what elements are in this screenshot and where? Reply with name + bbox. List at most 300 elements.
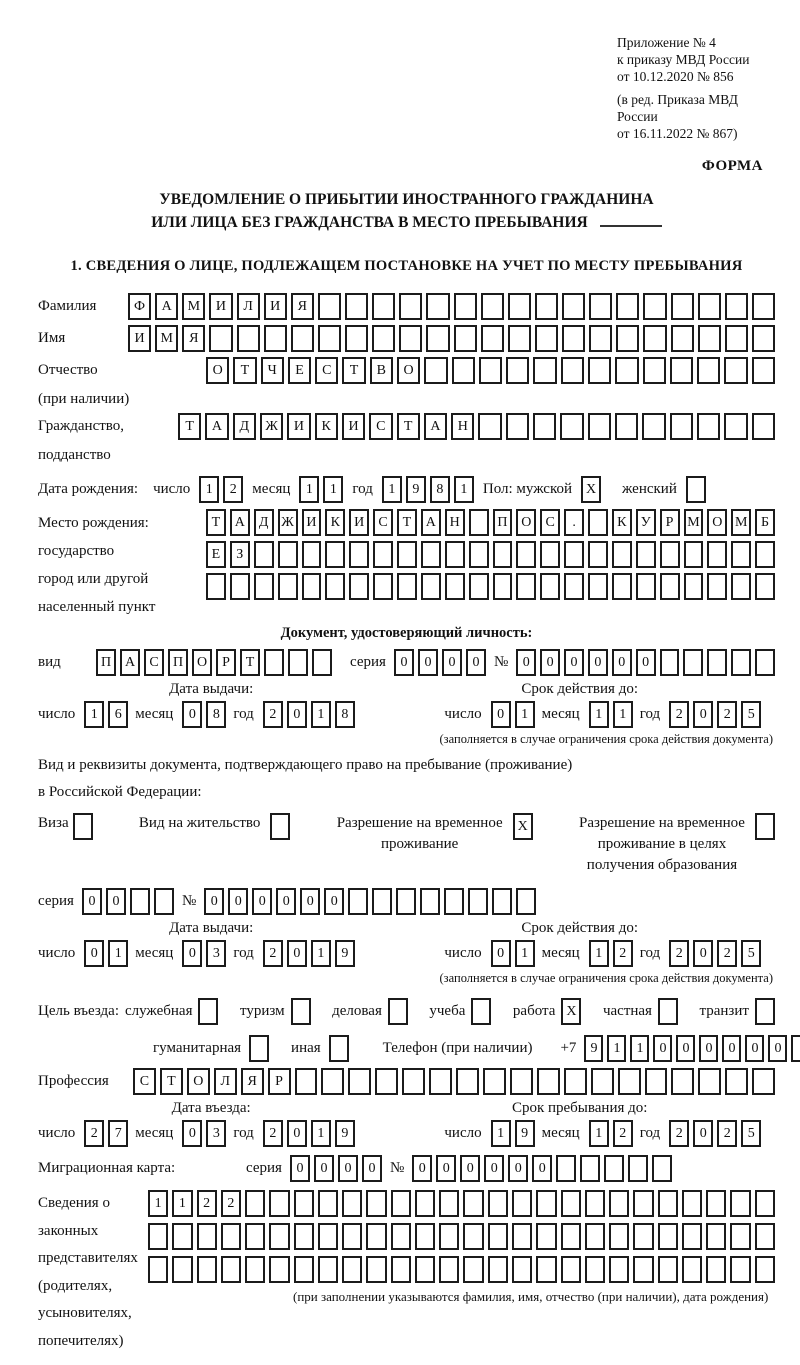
char-cell[interactable] xyxy=(264,649,284,676)
char-cell[interactable] xyxy=(318,293,341,320)
char-cell[interactable]: 1 xyxy=(589,1120,609,1147)
char-cell[interactable]: 5 xyxy=(741,940,761,967)
char-cell[interactable] xyxy=(612,541,632,568)
char-cell[interactable] xyxy=(426,325,449,352)
char-cell[interactable]: 8 xyxy=(335,701,355,728)
char-cell[interactable]: 2 xyxy=(223,476,243,503)
char-cell[interactable] xyxy=(237,325,260,352)
char-cell[interactable] xyxy=(294,1256,314,1283)
char-cell[interactable]: О xyxy=(397,357,420,384)
char-cell[interactable]: 0 xyxy=(300,888,320,915)
char-cell[interactable] xyxy=(396,888,416,915)
char-cell[interactable]: 0 xyxy=(324,888,344,915)
char-cell[interactable] xyxy=(540,541,560,568)
char-cell[interactable] xyxy=(755,573,775,600)
char-cell[interactable] xyxy=(325,541,345,568)
char-cell[interactable] xyxy=(415,1223,435,1250)
char-cell[interactable] xyxy=(254,541,274,568)
char-cell[interactable] xyxy=(372,293,395,320)
char-cell[interactable] xyxy=(148,1223,168,1250)
char-cell[interactable]: С xyxy=(133,1068,156,1095)
char-cell[interactable] xyxy=(366,1223,386,1250)
char-cell[interactable] xyxy=(731,573,751,600)
char-cell[interactable] xyxy=(391,1223,411,1250)
char-cell[interactable]: П xyxy=(96,649,116,676)
char-cell[interactable]: С xyxy=(144,649,164,676)
char-cell[interactable]: 1 xyxy=(108,940,128,967)
char-cell[interactable] xyxy=(454,325,477,352)
char-cell[interactable] xyxy=(444,888,464,915)
char-cell[interactable] xyxy=(302,573,322,600)
char-cell[interactable] xyxy=(397,541,417,568)
char-cell[interactable] xyxy=(291,325,314,352)
char-cell[interactable] xyxy=(493,573,513,600)
char-cell[interactable] xyxy=(388,998,408,1025)
char-cell[interactable] xyxy=(295,1068,318,1095)
char-cell[interactable] xyxy=(172,1223,192,1250)
char-cell[interactable] xyxy=(633,1256,653,1283)
char-cell[interactable] xyxy=(643,357,666,384)
char-cell[interactable]: 0 xyxy=(418,649,438,676)
char-cell[interactable] xyxy=(209,325,232,352)
char-cell[interactable]: 0 xyxy=(228,888,248,915)
char-cell[interactable] xyxy=(481,325,504,352)
char-cell[interactable]: 0 xyxy=(693,701,713,728)
char-cell[interactable]: Е xyxy=(288,357,311,384)
char-cell[interactable]: 0 xyxy=(722,1035,741,1062)
char-cell[interactable]: И xyxy=(209,293,232,320)
char-cell[interactable]: 0 xyxy=(106,888,126,915)
char-cell[interactable]: 0 xyxy=(460,1155,480,1182)
char-cell[interactable] xyxy=(536,1223,556,1250)
char-cell[interactable] xyxy=(752,413,775,440)
char-cell[interactable] xyxy=(589,325,612,352)
char-cell[interactable]: 8 xyxy=(206,701,226,728)
char-cell[interactable] xyxy=(516,573,536,600)
char-cell[interactable]: З xyxy=(230,541,250,568)
char-cell[interactable] xyxy=(643,293,666,320)
char-cell[interactable] xyxy=(469,573,489,600)
char-cell[interactable]: 2 xyxy=(669,1120,689,1147)
char-cell[interactable] xyxy=(373,541,393,568)
char-cell[interactable] xyxy=(325,573,345,600)
char-cell[interactable]: 0 xyxy=(491,701,511,728)
char-cell[interactable] xyxy=(706,1223,726,1250)
char-cell[interactable]: 0 xyxy=(564,649,584,676)
char-cell[interactable] xyxy=(604,1155,624,1182)
char-cell[interactable] xyxy=(671,325,694,352)
char-cell[interactable]: Д xyxy=(254,509,274,536)
char-cell[interactable]: 1 xyxy=(148,1190,168,1217)
char-cell[interactable] xyxy=(589,293,612,320)
char-cell[interactable]: И xyxy=(302,509,322,536)
char-cell[interactable]: 2 xyxy=(669,701,689,728)
char-cell[interactable] xyxy=(318,1190,338,1217)
char-cell[interactable] xyxy=(512,1223,532,1250)
char-cell[interactable] xyxy=(752,1068,775,1095)
char-cell[interactable]: Т xyxy=(397,413,420,440)
char-cell[interactable] xyxy=(730,1256,750,1283)
char-cell[interactable] xyxy=(706,1256,726,1283)
char-cell[interactable] xyxy=(366,1256,386,1283)
char-cell[interactable]: 0 xyxy=(287,940,307,967)
char-cell[interactable] xyxy=(585,1223,605,1250)
char-cell[interactable]: 1 xyxy=(589,701,609,728)
char-cell[interactable] xyxy=(643,325,666,352)
char-cell[interactable] xyxy=(564,573,584,600)
char-cell[interactable]: X xyxy=(513,813,533,840)
char-cell[interactable] xyxy=(618,1068,641,1095)
char-cell[interactable] xyxy=(426,293,449,320)
char-cell[interactable] xyxy=(658,998,678,1025)
char-cell[interactable] xyxy=(697,357,720,384)
char-cell[interactable] xyxy=(588,357,611,384)
char-cell[interactable] xyxy=(399,293,422,320)
char-cell[interactable]: 0 xyxy=(394,649,414,676)
char-cell[interactable] xyxy=(269,1223,289,1250)
char-cell[interactable] xyxy=(424,357,447,384)
char-cell[interactable] xyxy=(612,573,632,600)
char-cell[interactable] xyxy=(471,998,491,1025)
char-cell[interactable]: Р xyxy=(268,1068,291,1095)
char-cell[interactable] xyxy=(245,1190,265,1217)
char-cell[interactable] xyxy=(562,325,585,352)
char-cell[interactable]: Я xyxy=(241,1068,264,1095)
char-cell[interactable]: 2 xyxy=(717,940,737,967)
char-cell[interactable] xyxy=(682,1190,702,1217)
char-cell[interactable] xyxy=(278,541,298,568)
char-cell[interactable] xyxy=(245,1256,265,1283)
char-cell[interactable] xyxy=(73,813,93,840)
char-cell[interactable]: А xyxy=(421,509,441,536)
char-cell[interactable] xyxy=(445,573,465,600)
char-cell[interactable]: С xyxy=(369,413,392,440)
char-cell[interactable] xyxy=(533,357,556,384)
char-cell[interactable] xyxy=(707,649,727,676)
char-cell[interactable]: 0 xyxy=(540,649,560,676)
char-cell[interactable]: 1 xyxy=(515,701,535,728)
char-cell[interactable] xyxy=(755,813,775,840)
char-cell[interactable] xyxy=(725,1068,748,1095)
char-cell[interactable] xyxy=(724,413,747,440)
char-cell[interactable] xyxy=(508,293,531,320)
char-cell[interactable] xyxy=(288,649,308,676)
char-cell[interactable]: С xyxy=(315,357,338,384)
char-cell[interactable] xyxy=(686,476,706,503)
char-cell[interactable]: 5 xyxy=(741,1120,761,1147)
char-cell[interactable] xyxy=(294,1190,314,1217)
char-cell[interactable] xyxy=(562,293,585,320)
char-cell[interactable] xyxy=(731,649,751,676)
char-cell[interactable] xyxy=(561,1190,581,1217)
char-cell[interactable] xyxy=(488,1256,508,1283)
char-cell[interactable] xyxy=(561,357,584,384)
char-cell[interactable] xyxy=(752,293,775,320)
char-cell[interactable]: 0 xyxy=(508,1155,528,1182)
char-cell[interactable]: 0 xyxy=(653,1035,672,1062)
char-cell[interactable] xyxy=(537,1068,560,1095)
char-cell[interactable]: К xyxy=(325,509,345,536)
char-cell[interactable]: А xyxy=(120,649,140,676)
char-cell[interactable]: Е xyxy=(206,541,226,568)
char-cell[interactable] xyxy=(506,357,529,384)
char-cell[interactable] xyxy=(415,1256,435,1283)
char-cell[interactable]: А xyxy=(205,413,228,440)
char-cell[interactable]: М xyxy=(155,325,178,352)
char-cell[interactable] xyxy=(445,541,465,568)
char-cell[interactable] xyxy=(660,649,680,676)
char-cell[interactable]: О xyxy=(707,509,727,536)
char-cell[interactable] xyxy=(479,357,502,384)
char-cell[interactable] xyxy=(221,1256,241,1283)
char-cell[interactable]: А xyxy=(155,293,178,320)
char-cell[interactable] xyxy=(349,541,369,568)
char-cell[interactable] xyxy=(609,1256,629,1283)
char-cell[interactable] xyxy=(615,413,638,440)
char-cell[interactable]: 0 xyxy=(442,649,462,676)
char-cell[interactable] xyxy=(230,573,250,600)
char-cell[interactable]: В xyxy=(370,357,393,384)
char-cell[interactable] xyxy=(321,1068,344,1095)
char-cell[interactable]: И xyxy=(128,325,151,352)
char-cell[interactable] xyxy=(294,1223,314,1250)
char-cell[interactable] xyxy=(730,1223,750,1250)
char-cell[interactable]: 3 xyxy=(206,940,226,967)
char-cell[interactable] xyxy=(725,293,748,320)
char-cell[interactable] xyxy=(512,1256,532,1283)
char-cell[interactable]: П xyxy=(493,509,513,536)
char-cell[interactable]: 1 xyxy=(382,476,402,503)
char-cell[interactable]: Ж xyxy=(260,413,283,440)
char-cell[interactable]: 0 xyxy=(516,649,536,676)
char-cell[interactable]: 1 xyxy=(323,476,343,503)
char-cell[interactable] xyxy=(609,1223,629,1250)
char-cell[interactable]: И xyxy=(287,413,310,440)
char-cell[interactable]: 9 xyxy=(335,940,355,967)
char-cell[interactable]: 0 xyxy=(484,1155,504,1182)
char-cell[interactable] xyxy=(510,1068,533,1095)
char-cell[interactable]: Б xyxy=(755,509,775,536)
char-cell[interactable] xyxy=(172,1256,192,1283)
char-cell[interactable]: 1 xyxy=(630,1035,649,1062)
char-cell[interactable] xyxy=(318,1256,338,1283)
char-cell[interactable] xyxy=(329,1035,349,1062)
char-cell[interactable] xyxy=(616,325,639,352)
char-cell[interactable]: 2 xyxy=(717,1120,737,1147)
char-cell[interactable] xyxy=(463,1223,483,1250)
char-cell[interactable]: П xyxy=(168,649,188,676)
char-cell[interactable] xyxy=(391,1256,411,1283)
char-cell[interactable]: 2 xyxy=(669,940,689,967)
char-cell[interactable]: Т xyxy=(240,649,260,676)
char-cell[interactable] xyxy=(683,649,703,676)
char-cell[interactable]: 1 xyxy=(311,701,331,728)
char-cell[interactable]: 1 xyxy=(607,1035,626,1062)
char-cell[interactable] xyxy=(636,541,656,568)
char-cell[interactable] xyxy=(580,1155,600,1182)
char-cell[interactable] xyxy=(342,1223,362,1250)
char-cell[interactable] xyxy=(452,357,475,384)
char-cell[interactable]: 0 xyxy=(436,1155,456,1182)
char-cell[interactable]: 9 xyxy=(584,1035,603,1062)
char-cell[interactable]: 1 xyxy=(299,476,319,503)
char-cell[interactable] xyxy=(345,325,368,352)
char-cell[interactable] xyxy=(670,413,693,440)
char-cell[interactable] xyxy=(421,573,441,600)
char-cell[interactable]: 2 xyxy=(263,940,283,967)
char-cell[interactable]: Р xyxy=(660,509,680,536)
char-cell[interactable] xyxy=(372,325,395,352)
char-cell[interactable]: 0 xyxy=(612,649,632,676)
char-cell[interactable] xyxy=(415,1190,435,1217)
char-cell[interactable] xyxy=(671,1068,694,1095)
char-cell[interactable]: 9 xyxy=(515,1120,535,1147)
char-cell[interactable] xyxy=(348,1068,371,1095)
char-cell[interactable]: 1 xyxy=(172,1190,192,1217)
char-cell[interactable]: 0 xyxy=(287,701,307,728)
char-cell[interactable]: 2 xyxy=(84,1120,104,1147)
char-cell[interactable]: А xyxy=(230,509,250,536)
char-cell[interactable] xyxy=(588,541,608,568)
char-cell[interactable]: 6 xyxy=(108,701,128,728)
char-cell[interactable]: X xyxy=(561,998,581,1025)
char-cell[interactable]: X xyxy=(581,476,601,503)
char-cell[interactable]: 2 xyxy=(263,701,283,728)
char-cell[interactable] xyxy=(609,1190,629,1217)
char-cell[interactable] xyxy=(752,357,775,384)
char-cell[interactable] xyxy=(245,1223,265,1250)
char-cell[interactable] xyxy=(291,998,311,1025)
char-cell[interactable]: 7 xyxy=(108,1120,128,1147)
char-cell[interactable] xyxy=(615,357,638,384)
char-cell[interactable]: 2 xyxy=(613,940,633,967)
char-cell[interactable] xyxy=(278,573,298,600)
char-cell[interactable]: 2 xyxy=(717,701,737,728)
char-cell[interactable] xyxy=(561,1223,581,1250)
char-cell[interactable] xyxy=(684,541,704,568)
char-cell[interactable] xyxy=(560,413,583,440)
char-cell[interactable]: Н xyxy=(445,509,465,536)
char-cell[interactable] xyxy=(148,1256,168,1283)
char-cell[interactable]: 0 xyxy=(338,1155,358,1182)
char-cell[interactable]: 0 xyxy=(314,1155,334,1182)
char-cell[interactable] xyxy=(658,1223,678,1250)
char-cell[interactable] xyxy=(564,541,584,568)
char-cell[interactable]: 0 xyxy=(204,888,224,915)
char-cell[interactable] xyxy=(660,541,680,568)
char-cell[interactable] xyxy=(349,573,369,600)
char-cell[interactable] xyxy=(642,413,665,440)
char-cell[interactable] xyxy=(421,541,441,568)
char-cell[interactable]: Ф xyxy=(128,293,151,320)
char-cell[interactable] xyxy=(725,325,748,352)
char-cell[interactable] xyxy=(197,1223,217,1250)
char-cell[interactable] xyxy=(591,1068,614,1095)
char-cell[interactable]: 0 xyxy=(466,649,486,676)
char-cell[interactable] xyxy=(561,1256,581,1283)
char-cell[interactable] xyxy=(698,325,721,352)
char-cell[interactable] xyxy=(755,998,775,1025)
char-cell[interactable]: 0 xyxy=(362,1155,382,1182)
char-cell[interactable]: С xyxy=(540,509,560,536)
char-cell[interactable]: Н xyxy=(451,413,474,440)
char-cell[interactable] xyxy=(588,509,608,536)
char-cell[interactable]: 1 xyxy=(491,1120,511,1147)
char-cell[interactable]: И xyxy=(349,509,369,536)
char-cell[interactable] xyxy=(198,998,218,1025)
char-cell[interactable] xyxy=(254,573,274,600)
char-cell[interactable]: С xyxy=(373,509,393,536)
char-cell[interactable] xyxy=(399,325,422,352)
char-cell[interactable] xyxy=(535,325,558,352)
char-cell[interactable] xyxy=(270,813,290,840)
char-cell[interactable]: 0 xyxy=(745,1035,764,1062)
char-cell[interactable]: 0 xyxy=(491,940,511,967)
char-cell[interactable]: Т xyxy=(342,357,365,384)
char-cell[interactable] xyxy=(373,573,393,600)
char-cell[interactable]: М xyxy=(182,293,205,320)
char-cell[interactable] xyxy=(312,649,332,676)
char-cell[interactable]: Т xyxy=(397,509,417,536)
char-cell[interactable]: 0 xyxy=(588,649,608,676)
char-cell[interactable]: А xyxy=(424,413,447,440)
char-cell[interactable] xyxy=(318,325,341,352)
char-cell[interactable] xyxy=(755,1256,775,1283)
char-cell[interactable] xyxy=(302,541,322,568)
char-cell[interactable] xyxy=(456,1068,479,1095)
char-cell[interactable] xyxy=(269,1190,289,1217)
char-cell[interactable] xyxy=(724,357,747,384)
char-cell[interactable]: 0 xyxy=(182,1120,202,1147)
char-cell[interactable]: 0 xyxy=(290,1155,310,1182)
char-cell[interactable] xyxy=(585,1256,605,1283)
char-cell[interactable] xyxy=(463,1190,483,1217)
char-cell[interactable] xyxy=(556,1155,576,1182)
char-cell[interactable] xyxy=(585,1190,605,1217)
char-cell[interactable] xyxy=(468,888,488,915)
char-cell[interactable] xyxy=(469,509,489,536)
char-cell[interactable]: 2 xyxy=(197,1190,217,1217)
char-cell[interactable]: М xyxy=(684,509,704,536)
char-cell[interactable] xyxy=(707,573,727,600)
char-cell[interactable] xyxy=(516,888,536,915)
char-cell[interactable]: 0 xyxy=(84,940,104,967)
char-cell[interactable] xyxy=(506,413,529,440)
char-cell[interactable]: 2 xyxy=(613,1120,633,1147)
char-cell[interactable]: 1 xyxy=(515,940,535,967)
char-cell[interactable]: 1 xyxy=(613,701,633,728)
char-cell[interactable]: Л xyxy=(214,1068,237,1095)
char-cell[interactable] xyxy=(469,541,489,568)
char-cell[interactable] xyxy=(671,293,694,320)
char-cell[interactable] xyxy=(698,293,721,320)
char-cell[interactable] xyxy=(439,1190,459,1217)
char-cell[interactable] xyxy=(564,1068,587,1095)
char-cell[interactable] xyxy=(429,1068,452,1095)
char-cell[interactable] xyxy=(731,541,751,568)
char-cell[interactable]: 1 xyxy=(311,1120,331,1147)
char-cell[interactable] xyxy=(264,325,287,352)
char-cell[interactable]: И xyxy=(342,413,365,440)
char-cell[interactable]: Ж xyxy=(278,509,298,536)
char-cell[interactable]: 1 xyxy=(589,940,609,967)
char-cell[interactable] xyxy=(755,1190,775,1217)
char-cell[interactable]: О xyxy=(192,649,212,676)
char-cell[interactable] xyxy=(516,541,536,568)
char-cell[interactable] xyxy=(706,1190,726,1217)
char-cell[interactable]: Р xyxy=(216,649,236,676)
char-cell[interactable] xyxy=(391,1190,411,1217)
